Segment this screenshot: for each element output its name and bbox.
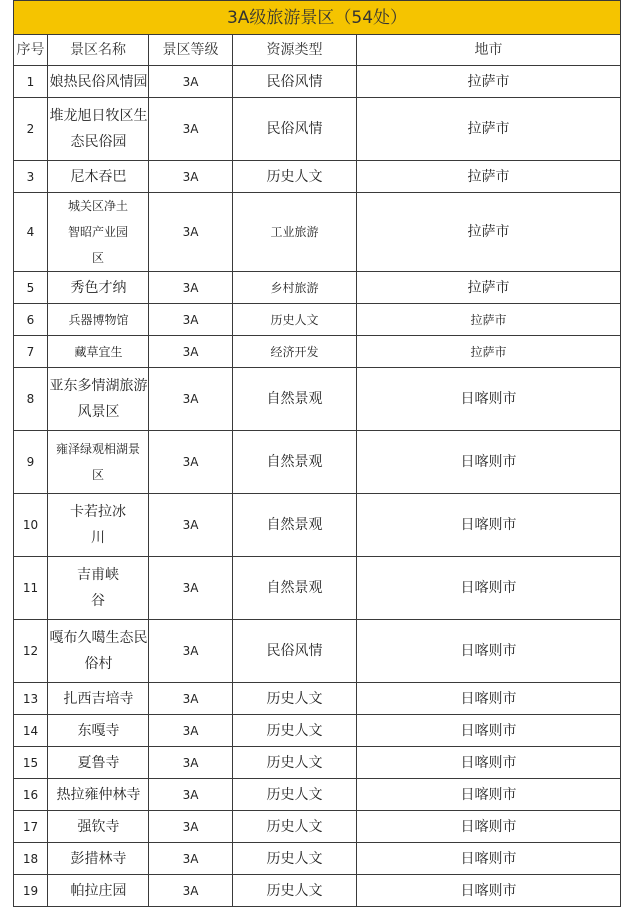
- row-level: 3A: [149, 98, 233, 161]
- row-name: 尼木吞巴: [48, 161, 149, 193]
- row-type: 历史人文: [233, 161, 357, 193]
- row-num: 17: [14, 811, 48, 843]
- table-row: [14, 368, 621, 431]
- row-name: 东嘎寺: [48, 715, 149, 747]
- row-level: 3A: [149, 336, 233, 368]
- row-num: 16: [14, 779, 48, 811]
- row-level: 3A: [149, 620, 233, 683]
- row-name: 秀色才纳: [48, 272, 149, 304]
- row-city: 日喀则市: [357, 843, 621, 875]
- row-city: 日喀则市: [357, 715, 621, 747]
- row-city: 日喀则市: [357, 431, 621, 494]
- row-num: 2: [14, 98, 48, 161]
- row-name: 扎西吉培寺: [48, 683, 149, 715]
- table-row: [14, 557, 621, 620]
- header-city: 地市: [357, 35, 621, 66]
- header-name: 景区名称: [48, 35, 149, 66]
- row-level: 3A: [149, 683, 233, 715]
- row-level: 3A: [149, 875, 233, 907]
- row-name: 娘热民俗风情园: [48, 66, 149, 98]
- row-level: 3A: [149, 557, 233, 620]
- row-type: 民俗风情: [233, 66, 357, 98]
- table-body: [14, 66, 621, 907]
- row-city: 日喀则市: [357, 811, 621, 843]
- table-row: [14, 304, 621, 336]
- table-row: [14, 620, 621, 683]
- row-type: 工业旅游: [233, 193, 357, 272]
- row-type: 乡村旅游: [233, 272, 357, 304]
- row-type: 自然景观: [233, 431, 357, 494]
- row-level: 3A: [149, 779, 233, 811]
- row-level: 3A: [149, 272, 233, 304]
- row-level: 3A: [149, 747, 233, 779]
- row-num: 9: [14, 431, 48, 494]
- table-row: [14, 779, 621, 811]
- row-city: 日喀则市: [357, 494, 621, 557]
- row-type: 民俗风情: [233, 620, 357, 683]
- table-row: [14, 494, 621, 557]
- row-city: 日喀则市: [357, 368, 621, 431]
- header-type: 资源类型: [233, 35, 357, 66]
- row-num: 18: [14, 843, 48, 875]
- table-title-row: [14, 1, 621, 35]
- row-num: 10: [14, 494, 48, 557]
- row-type: 民俗风情: [233, 98, 357, 161]
- row-level: 3A: [149, 193, 233, 272]
- row-num: 14: [14, 715, 48, 747]
- row-city: 拉萨市: [357, 336, 621, 368]
- row-type: 历史人文: [233, 683, 357, 715]
- row-num: 6: [14, 304, 48, 336]
- row-city: 拉萨市: [357, 304, 621, 336]
- row-name: 堆龙旭日牧区生态民俗园: [48, 98, 149, 161]
- table-row: [14, 683, 621, 715]
- row-name: 热拉雍仲林寺: [48, 779, 149, 811]
- row-city: 日喀则市: [357, 620, 621, 683]
- scenic-spot-table: [13, 0, 621, 907]
- row-name: 城关区净土智昭产业园区: [48, 193, 149, 272]
- row-num: 19: [14, 875, 48, 907]
- row-type: 历史人文: [233, 843, 357, 875]
- row-level: 3A: [149, 494, 233, 557]
- table-row: [14, 193, 621, 272]
- row-level: 3A: [149, 66, 233, 98]
- table-row: [14, 747, 621, 779]
- row-city: 拉萨市: [357, 272, 621, 304]
- row-city: 拉萨市: [357, 98, 621, 161]
- row-name: 夏鲁寺: [48, 747, 149, 779]
- row-city: 拉萨市: [357, 161, 621, 193]
- row-num: 3: [14, 161, 48, 193]
- row-type: 自然景观: [233, 494, 357, 557]
- table-row: [14, 843, 621, 875]
- row-level: 3A: [149, 715, 233, 747]
- row-name: 强钦寺: [48, 811, 149, 843]
- row-num: 8: [14, 368, 48, 431]
- row-city: 拉萨市: [357, 193, 621, 272]
- row-name: 亚东多情湖旅游风景区: [48, 368, 149, 431]
- row-city: 日喀则市: [357, 875, 621, 907]
- row-name: 彭措林寺: [48, 843, 149, 875]
- row-type: 自然景观: [233, 557, 357, 620]
- row-name: 嘎布久噶生态民俗村: [48, 620, 149, 683]
- row-num: 7: [14, 336, 48, 368]
- table-row: [14, 161, 621, 193]
- row-type: 历史人文: [233, 779, 357, 811]
- row-type: 经济开发: [233, 336, 357, 368]
- row-name: 雍泽绿观相湖景区: [48, 431, 149, 494]
- table-row: [14, 715, 621, 747]
- row-num: 4: [14, 193, 48, 272]
- header-level: 景区等级: [149, 35, 233, 66]
- row-name: 帕拉庄园: [48, 875, 149, 907]
- header-num: 序号: [14, 35, 48, 66]
- row-level: 3A: [149, 304, 233, 336]
- row-type: 历史人文: [233, 715, 357, 747]
- row-num: 15: [14, 747, 48, 779]
- row-num: 1: [14, 66, 48, 98]
- row-type: 自然景观: [233, 368, 357, 431]
- row-city: 拉萨市: [357, 66, 621, 98]
- table-row: [14, 272, 621, 304]
- row-name: 卡若拉冰川: [48, 494, 149, 557]
- row-level: 3A: [149, 431, 233, 494]
- row-city: 日喀则市: [357, 683, 621, 715]
- row-name: 吉甫峡谷: [48, 557, 149, 620]
- row-level: 3A: [149, 843, 233, 875]
- row-num: 11: [14, 557, 48, 620]
- row-type: 历史人文: [233, 304, 357, 336]
- row-city: 日喀则市: [357, 747, 621, 779]
- row-type: 历史人文: [233, 811, 357, 843]
- table-row: [14, 98, 621, 161]
- table-row: [14, 336, 621, 368]
- row-city: 日喀则市: [357, 779, 621, 811]
- scenic-spot-sheet: [13, 0, 620, 907]
- table-row: [14, 875, 621, 907]
- row-num: 13: [14, 683, 48, 715]
- row-num: 5: [14, 272, 48, 304]
- row-num: 12: [14, 620, 48, 683]
- row-level: 3A: [149, 811, 233, 843]
- table-row: [14, 66, 621, 98]
- row-level: 3A: [149, 368, 233, 431]
- table-row: [14, 811, 621, 843]
- table-header-row: [14, 35, 621, 66]
- row-level: 3A: [149, 161, 233, 193]
- row-name: 藏草宜生: [48, 336, 149, 368]
- row-city: 日喀则市: [357, 557, 621, 620]
- table-row: [14, 431, 621, 494]
- row-type: 历史人文: [233, 747, 357, 779]
- row-type: 历史人文: [233, 875, 357, 907]
- table-title: 3A级旅游景区（54处）: [14, 1, 621, 35]
- row-name: 兵器博物馆: [48, 304, 149, 336]
